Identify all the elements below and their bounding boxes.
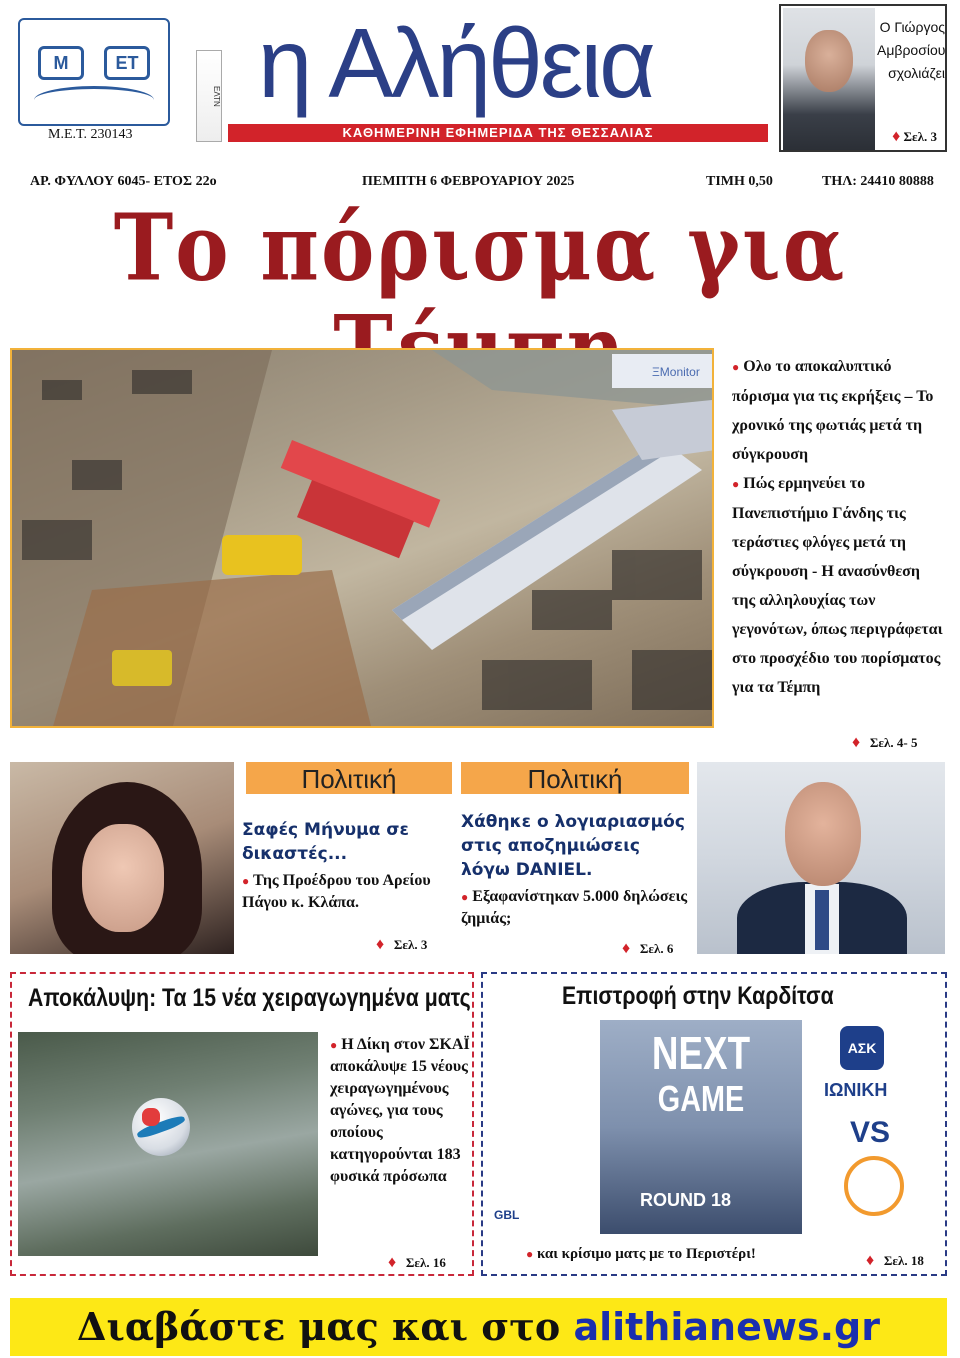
diamond-icon: ♦: [622, 940, 631, 957]
court-president-photo[interactable]: [10, 762, 234, 954]
met-code: Μ.Ε.Τ. 230143: [48, 127, 133, 142]
comment-line1: Ο Γιώργος: [879, 19, 945, 35]
politics-story-1[interactable]: [242, 818, 452, 914]
bullet-icon: ●: [461, 890, 469, 904]
portrait-face: [785, 782, 861, 886]
met-letter-m: M: [38, 46, 84, 80]
match-fixing-body-text: Η Δίκη στον ΣΚΑΪ αποκάλυψε 15 νέους χειραγωγημένους αγώνες, για τους οποίους κατηγορούνται 183 φυσικά πρόσωπα: [330, 1036, 470, 1185]
next-game-poster[interactable]: [488, 1020, 942, 1234]
main-ref-text: Σελ. 4- 5: [869, 735, 918, 750]
karditsa-caption: [526, 1246, 756, 1263]
bullet-icon: ●: [330, 1038, 338, 1052]
ioniki-sponsor: ΙΩΝΙΚΗ: [824, 1080, 888, 1100]
comment-line2: Αμβροσίου: [877, 42, 946, 58]
comment-text: [877, 16, 945, 85]
portrait-tie: [815, 890, 829, 950]
portrait-face: [82, 824, 164, 932]
newspaper-brand[interactable]: η Αλήθεια: [258, 8, 653, 118]
summary-bullet2: [732, 469, 944, 702]
politics-ref-1-text: Σελ. 3: [393, 937, 428, 952]
main-page-ref[interactable]: [852, 734, 917, 752]
crash-scene-illustration: [12, 350, 714, 728]
politics-ref-2[interactable]: [622, 940, 673, 958]
football-photo: [18, 1032, 318, 1256]
politics-ref-2-text: Σελ. 6: [639, 941, 674, 956]
diamond-icon: ♦: [866, 1252, 875, 1269]
politics-headline-2: Χάθηκε ο λογιαριασμός στις αποζημιώσεις λόγω DANIEL.: [461, 812, 685, 880]
met-letter-et: ET: [104, 46, 150, 80]
politics-headline-1: Σαφές Μήνυμα σε δικαστές...: [242, 820, 409, 864]
peristeri-logo: [844, 1156, 904, 1216]
politics-ref-1[interactable]: [376, 936, 427, 954]
book-icon: [34, 86, 154, 114]
politics-body-1: [242, 870, 452, 914]
ask-karditsa-logo: ΑΣΚ: [840, 1026, 884, 1070]
issue-date: ΠΕΜΠΤΗ 6 ΦΕΒΡΟΥΑΡΙΟΥ 2025: [362, 174, 575, 189]
poster-game: GAME: [657, 1078, 745, 1119]
summary-bullet1: [732, 352, 944, 469]
karditsa-ref-text: Σελ. 18: [883, 1253, 924, 1268]
summary-bullet1-text: Ολο το αποκαλυπτικό πόρισμα για τις εκρήξεις – Το χρονικό της φωτιάς μετά τη σύγκρουση: [732, 358, 934, 463]
met-logo: [18, 18, 170, 126]
minister-photo[interactable]: [697, 762, 945, 954]
summary-bullet2-text: Πώς ερμηνεύει το Πανεπιστήμιο Γάνδης τις τεράστιες φλόγες μετά τη σύγκρουση - Η ανασύνθεση της αλληλουχίας των γεγονότων, όπως περιγράφεται στο προσχέδιο του πορίσματος για τα Τέμπη: [732, 475, 943, 696]
comment-page-ref[interactable]: [892, 128, 937, 146]
columnist-photo: [783, 8, 875, 150]
politics-story-2[interactable]: [461, 810, 691, 930]
diamond-icon: ♦: [852, 734, 861, 751]
poster-round: ROUND 18: [640, 1190, 732, 1210]
diamond-icon: ♦: [376, 936, 385, 953]
phone-number: ΤΗΛ: 24410 80888: [822, 174, 934, 189]
gbl-logo: GBL: [494, 1208, 520, 1222]
match-fixing-ref-text: Σελ. 16: [405, 1255, 446, 1270]
train-label: ΞΜonitor: [652, 365, 700, 379]
issue-price: ΤΙΜΗ 0,50: [706, 174, 773, 189]
match-fixing-title: Αποκάλυψη: Τα 15 νέα χειραγωγημένα ματς: [28, 984, 471, 1012]
columnist-face: [805, 30, 853, 92]
poster-vs: VS: [850, 1116, 891, 1149]
comment-line3: σχολιάζει: [888, 65, 945, 81]
website-link[interactable]: alithianews.gr: [573, 1305, 880, 1349]
poster-next: NEXT: [651, 1027, 751, 1079]
tagline-bar: ΚΑΘΗΜΕΡΙΝΗ ΕΦΗΜΕΡΙΔΑ ΤΗΣ ΘΕΣΣΑΛΙΑΣ: [228, 124, 768, 142]
eltv-badge: ΕΛΤΝ: [196, 50, 222, 142]
politics-body-1-text: Της Προέδρου του Αρείου Πάγου κ. Κλάπα.: [242, 872, 431, 911]
comment-box[interactable]: [779, 4, 947, 152]
issue-number: ΑΡ. ΦΥΛΛΟΥ 6045- ΕΤΟΣ 22ο: [30, 174, 217, 189]
karditsa-title: Επιστροφή στην Καρδίτσα: [562, 982, 834, 1010]
bullet-icon: ●: [732, 360, 740, 374]
tempi-crash-photo[interactable]: [10, 348, 714, 728]
main-headline[interactable]: Το πόρισμα για: [113, 193, 847, 302]
politics-body-2: [461, 886, 691, 930]
diamond-icon: ♦: [388, 1254, 397, 1271]
comment-ref-text: Σελ. 3: [903, 129, 937, 144]
diamond-icon: ♦: [892, 128, 901, 145]
karditsa-caption-text: και κρίσιμο ματς με το Περιστέρι!: [537, 1246, 756, 1262]
bullet-icon: ●: [526, 1247, 534, 1261]
politics-tag-2: Πολιτική: [461, 762, 689, 794]
bullet-icon: ●: [732, 477, 740, 491]
football-icon: [132, 1098, 190, 1156]
main-story-summary[interactable]: [732, 352, 944, 702]
karditsa-ref[interactable]: [866, 1252, 924, 1270]
politics-body-2-text: Εξαφανίστηκαν 5.000 δηλώσεις ζημιάς;: [461, 888, 688, 927]
match-fixing-ref[interactable]: [388, 1254, 446, 1272]
politics-tag-1: Πολιτική: [246, 762, 452, 794]
website-banner[interactable]: [10, 1298, 947, 1356]
match-fixing-body: [330, 1034, 470, 1188]
bullet-icon: ●: [242, 874, 250, 888]
poster-background: [600, 1020, 802, 1234]
banner-text: Διαβάστε μας και στο: [77, 1304, 574, 1349]
